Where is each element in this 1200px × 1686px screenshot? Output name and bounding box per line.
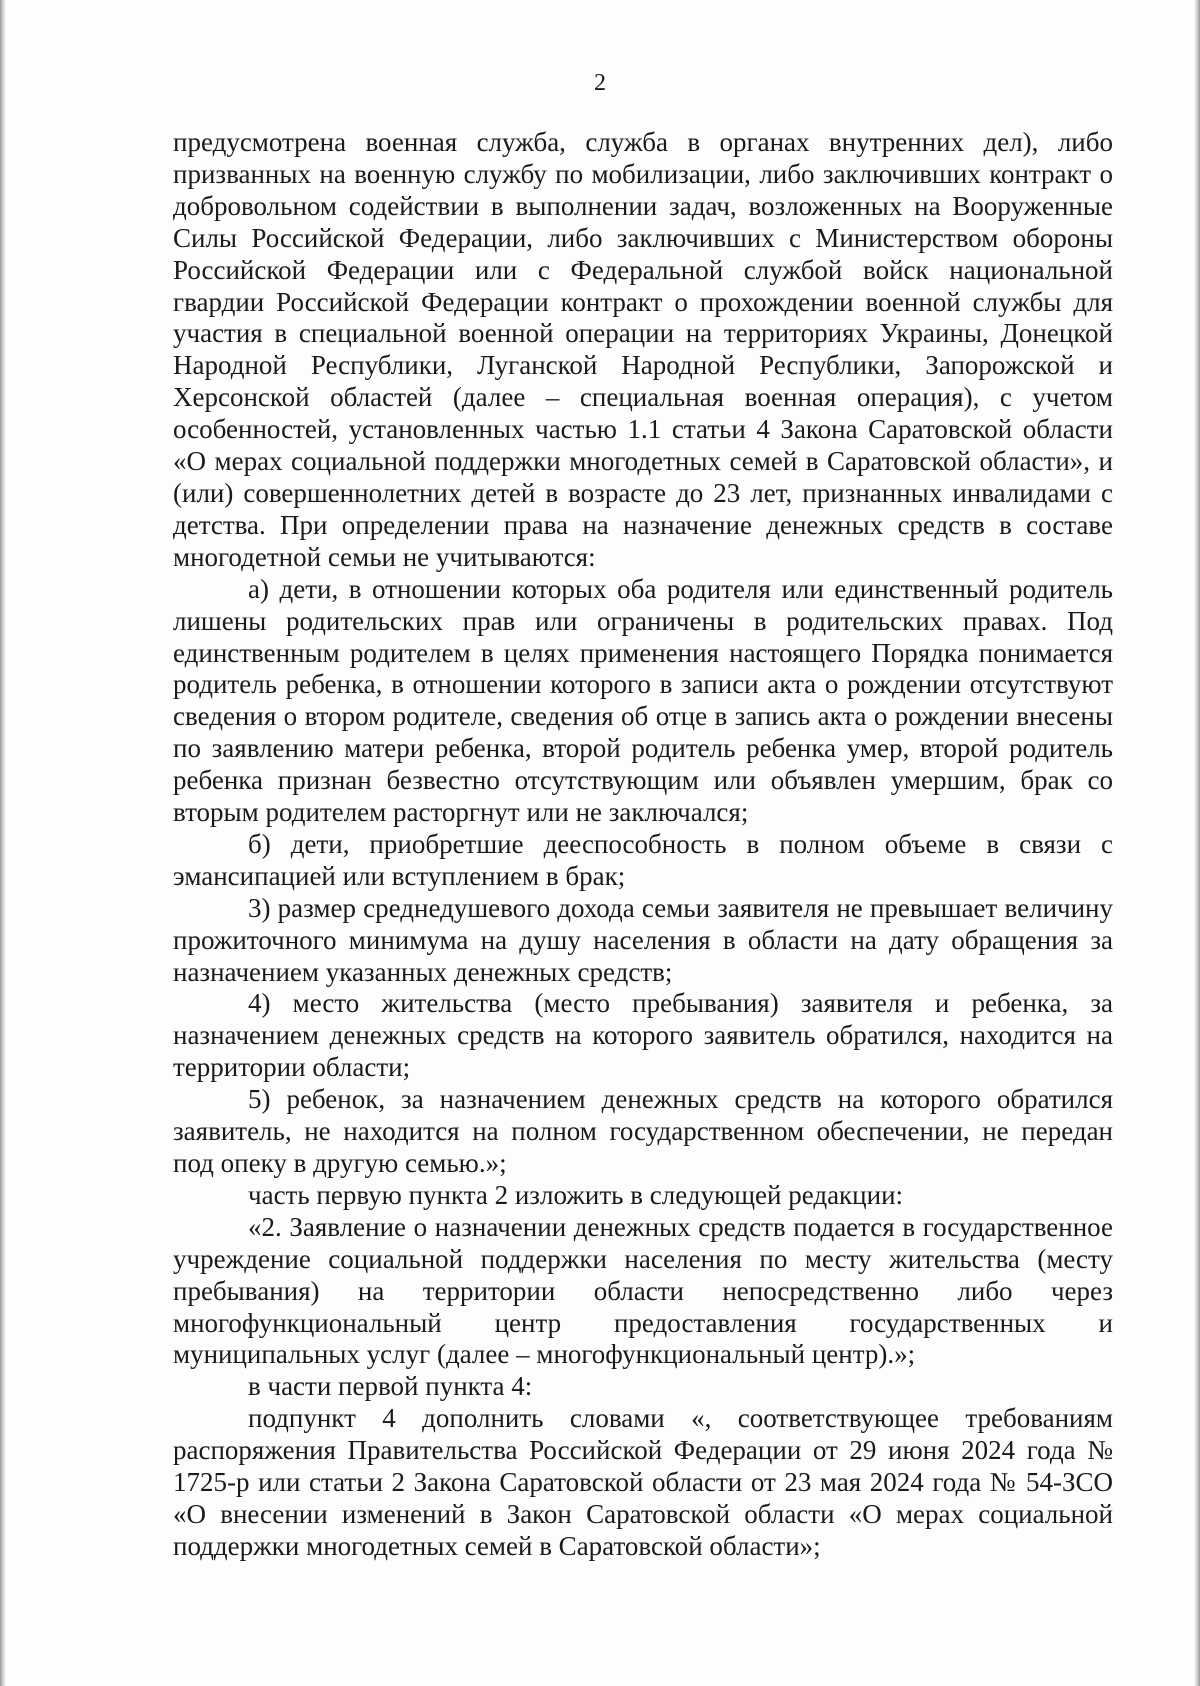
- paragraph-continuation: предусмотрена военная служба, служба в органах внутренних дел), либо призванных на военную службу по мобилизации, либо заключивших контракт о добровольном содействии в выполнении задач, возложенных на Вооруженные Силы Российской Федерации, либо заключивших с Министерством обороны Российской Федерации или с Федеральной службой войск национальной гвардии Российской Федерации контракт о прохождении военной службы для участия в специальной военной операции на территориях Украины, Донецкой Народной Республики, Луганской Народной Республики, Запорожской и Херсонской областей (далее – специальная военная операция), с учетом особенностей, установленных частью 1.1 статьи 4 Закона Саратовской области «О мерах социальной поддержки многодетных семей в Саратовской области», и (или) совершеннолетних детей в возрасте до 23 лет, признанных инвалидами с детства. При определении права на назначение денежных средств в составе многодетной семьи не учитываются:: [173, 127, 1113, 572]
- scan-edge-left: [0, 0, 6, 1686]
- paragraph-item-a: а) дети, в отношении которых оба родителя или единственный родитель лишены родительских прав или ограничены в родительских правах. Под единственным родителем в целях применения настоящего Порядка понимается родитель ребенка, в отношении которого в записи акта о рождении отсутствуют сведения о втором родителе, сведения об отце в запись акта о рождении внесены по заявлению матери ребенка, второй родитель ребенка умер, второй родитель ребенка признан безвестно отсутствующим или объявлен умершим, брак со вторым родителем расторгнут или не заключался;: [173, 573, 1113, 828]
- document-body: [173, 127, 1113, 1563]
- paragraph-item-3: 3) размер среднедушевого дохода семьи заявителя не превышает величину прожиточного минимума на душу населения в области на дату обращения за назначением указанных денежных средств;: [173, 892, 1113, 987]
- paragraph-point-2-intro: часть первую пункта 2 изложить в следующей редакции:: [248, 1179, 904, 1210]
- paragraph-item-b: б) дети, приобретшие дееспособность в полном объеме в связи с эмансипацией или вступлением в брак;: [173, 828, 1113, 891]
- paragraph-point-4-intro: в части первой пункта 4:: [248, 1371, 533, 1402]
- scan-edge-right: [1194, 0, 1200, 1686]
- paragraph-point-2-text: «2. Заявление о назначении денежных средств подается в государственное учреждение социальной поддержки населения по месту жительства (месту пребывания) на территории области непосредственно либо через многофункциональный центр предоставления государственных и муниципальных услуг (далее – многофункциональный центр).»;: [173, 1211, 1113, 1370]
- page-number: 2: [594, 70, 606, 96]
- paragraph-subpoint-4: подпункт 4 дополнить словами «, соответствующее требованиям распоряжения Правительства Российской Федерации от 29 июня 2024 года № 1725-р или статьи 2 Закона Саратовской области от 23 мая 2024 года № 54-ЗСО «О внесении изменений в Закон Саратовской области «О мерах социальной поддержки многодетных семей в Саратовской области»;: [173, 1403, 1113, 1561]
- paragraph-item-4: 4) место жительства (место пребывания) заявителя и ребенка, за назначением денежных средств на которого заявитель обратился, находится на территории области;: [173, 988, 1113, 1083]
- paragraph-item-5: 5) ребенок, за назначением денежных средств на которого обратился заявитель, не находится на полном государственном обеспечении, не передан под опеку в другую семью.»;: [173, 1084, 1113, 1178]
